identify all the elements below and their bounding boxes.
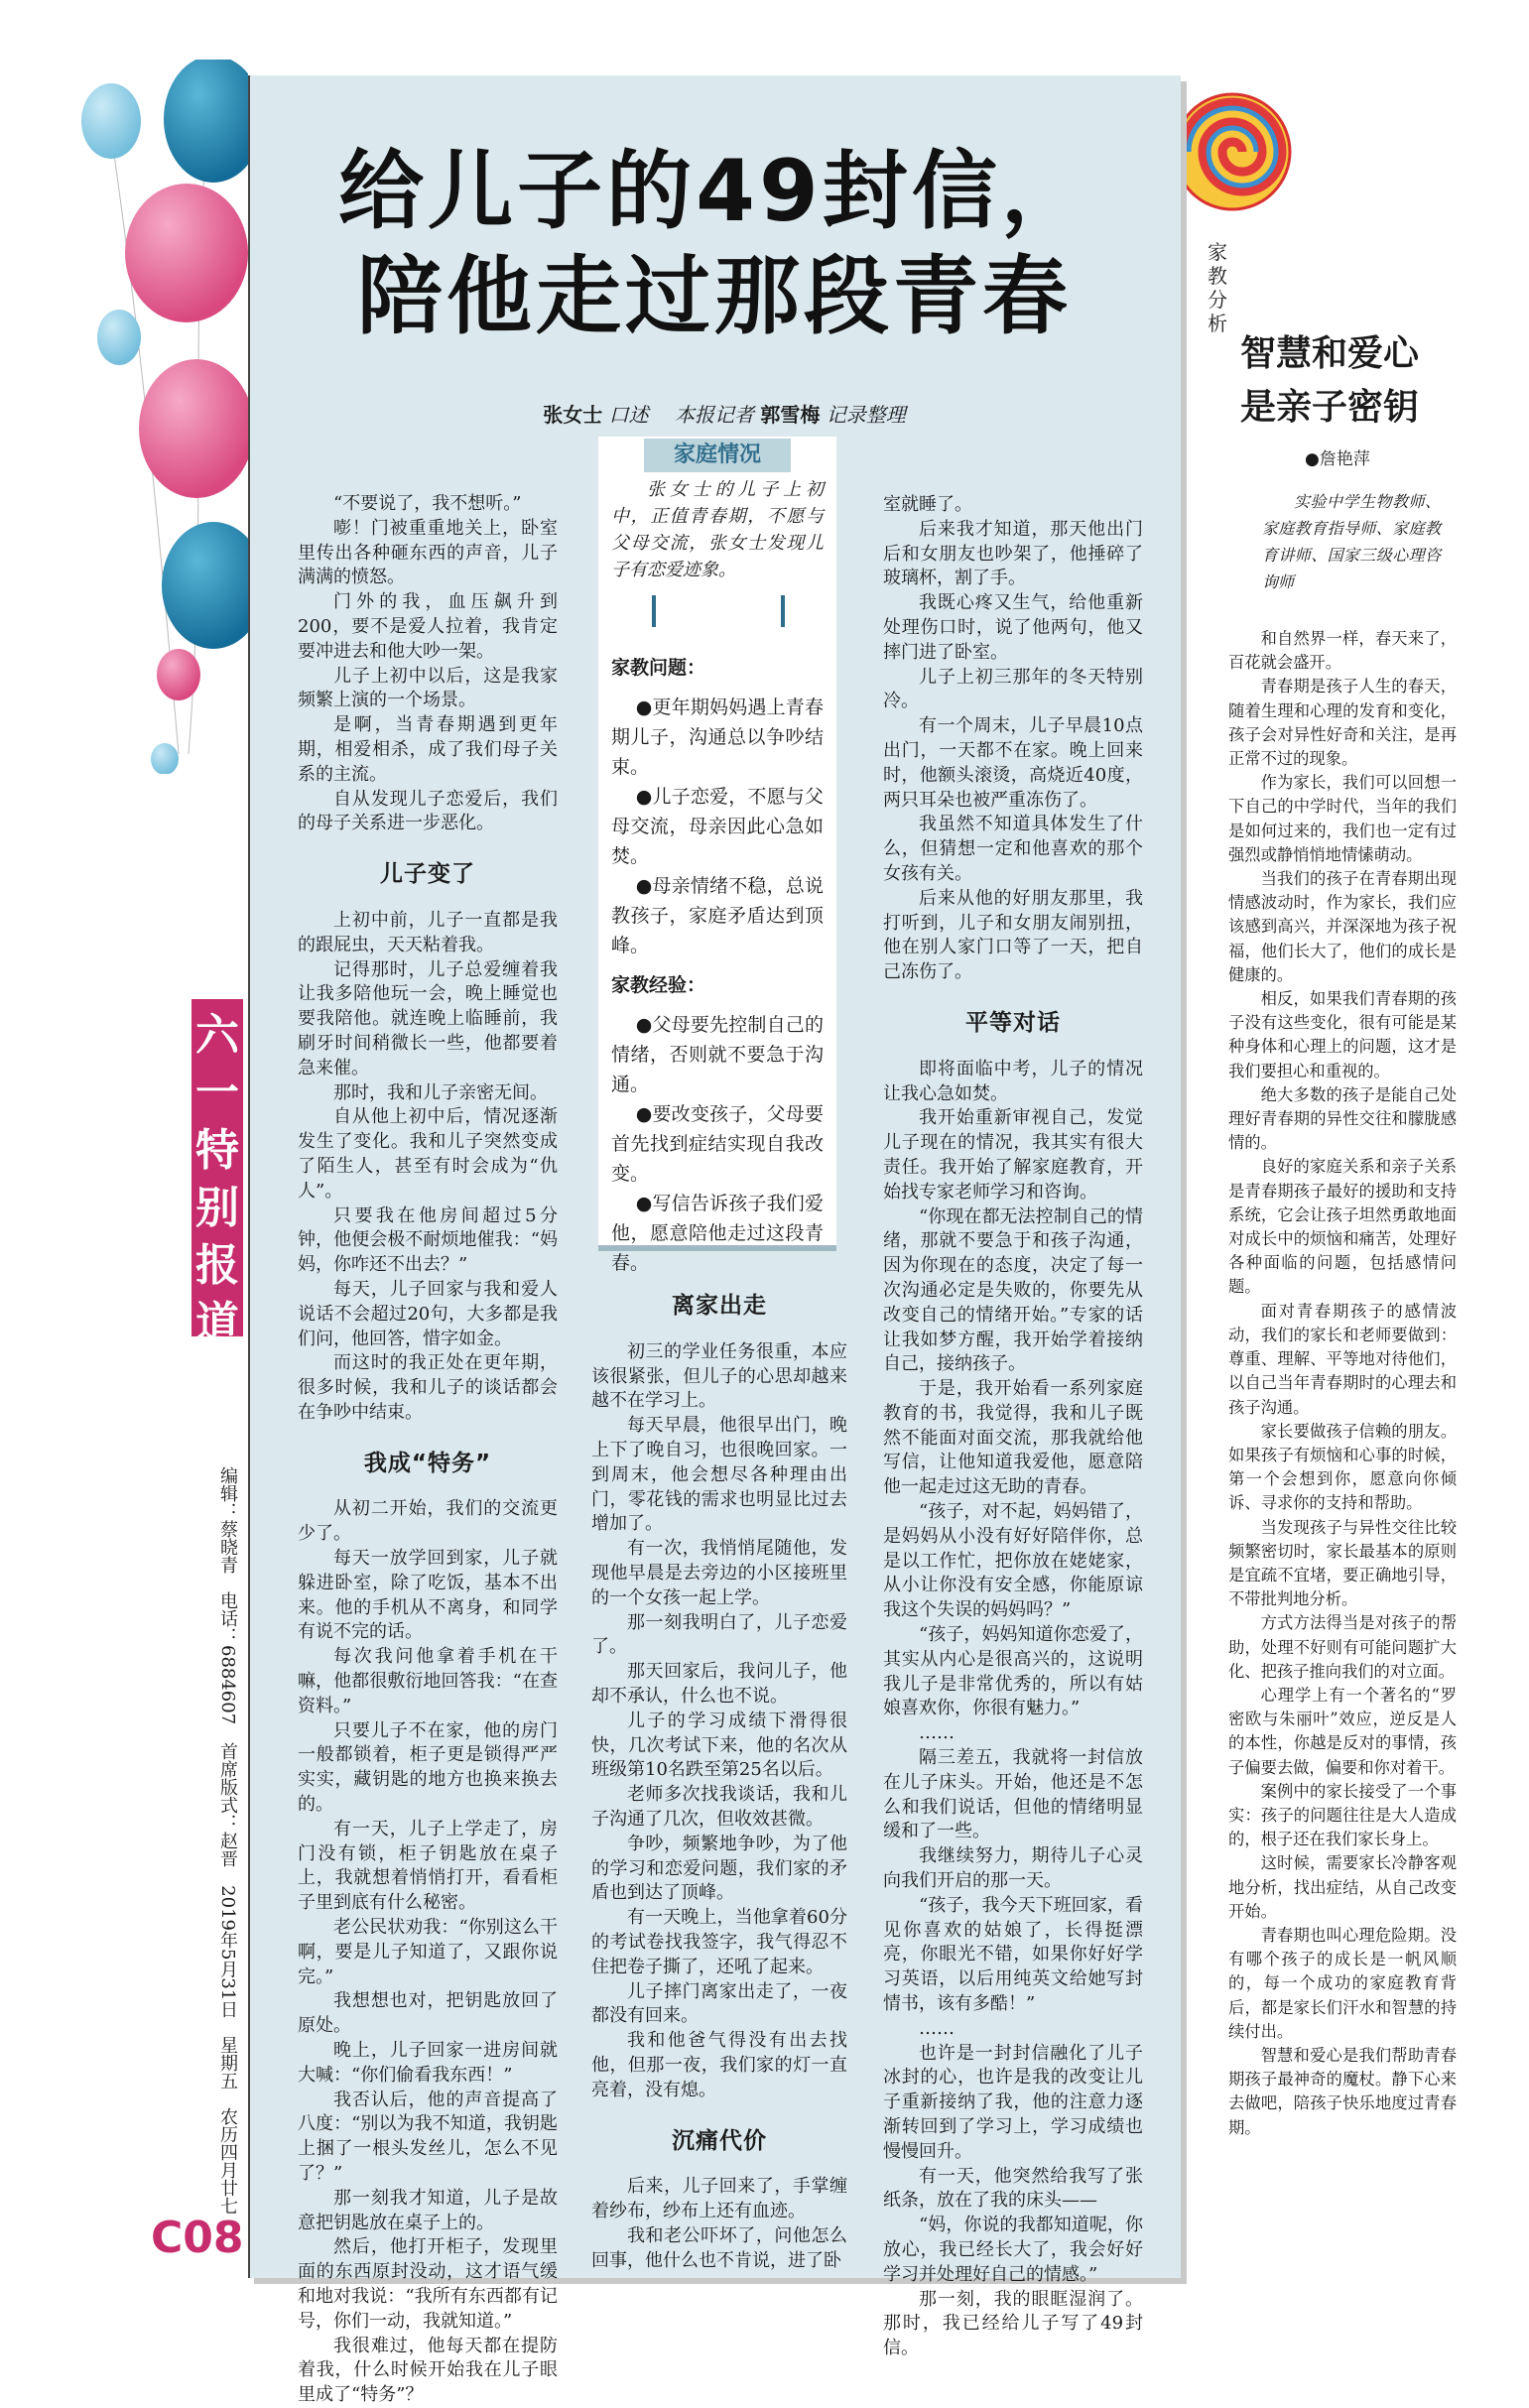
problem-heading: 家教问题： xyxy=(611,657,706,679)
paragraph: “你现在都无法控制自己的情绪，那就不要急于和孩子沟通，因为你现在的态度，决定了每一次沟通必定是失败的，你要先从改变自己的情绪开始。”专家的话让我如梦方醒，我开始学着接纳自己，接纳孩子。 xyxy=(883,1205,1143,1375)
sidebar-paragraph: 智慧和爱心是我们帮助青春期孩子最神奇的魔杖。静下心来去做吧，陪孩子快乐地度过青春期。 xyxy=(1228,2045,1457,2137)
paragraph: 儿子摔门离家出走了，一夜都没有回来。 xyxy=(591,1980,847,2027)
paragraph: 有一天，儿子上学走了，房门没有锁，柜子钥匙放在桌子上，我就想着悄悄打开，看看柜子里到底有什么秘密。 xyxy=(298,1818,558,1914)
paragraph: 那时，我和儿子亲密无间。 xyxy=(333,1081,548,1103)
paragraph: 我否认后，他的声音提高了八度：“别以为我不知道，我钥匙上捆了一根头发丝儿，怎么不见了？” xyxy=(298,2089,558,2184)
paragraph: 每天一放学回到家，儿子就躲进卧室，除了吃饭，基本不出来。他的手机从不离身，和同学有说不完的话。 xyxy=(298,1548,558,1643)
paragraph: 自从发现儿子恋爱后，我们的母子关系进一步恶化。 xyxy=(298,788,558,834)
family-info-intro: 张女士的儿子上初中，正值青春期，不愿与父母交流，张女士发现儿子有恋爱迹象。 xyxy=(611,479,824,580)
paragraph: “孩子，妈妈知道你恋爱了，其实从内心是很高兴的，这说明我儿子是非常优秀的，所以有姑娘喜欢你，你很有魅力。” xyxy=(883,1624,1143,1719)
paragraph: 我很难过，他每天都在提防着我，什么时候开始我在儿子眼里成了“特务”？ xyxy=(298,2335,558,2406)
article-column-3 xyxy=(883,493,1143,2361)
article-title xyxy=(268,139,1161,349)
paragraph: 自从他上初中后，情况逐渐发生了变化。我和儿子突然变成了陌生人，甚至有时会成为“仇人”。 xyxy=(298,1106,558,1202)
byline-reporter: 郭雪梅 xyxy=(760,403,821,427)
paragraph: 我既心疼又生气，给他重新处理伤口时，说了他两句，他又摔门进了卧室。 xyxy=(883,592,1143,663)
paragraph: 有一天，他突然给我写了张纸条，放在了我的床头—— xyxy=(883,2165,1143,2212)
sidebar-title-line-1: 智慧和爱心 xyxy=(1240,333,1420,374)
sidebar-paragraph: 良好的家庭关系和亲子关系是青春期孩子最好的援助和支持系统，它会让孩子坦然勇敢地面对成长中的烦恼和痛苦，处理好各种面临的问题，包括感情问题。 xyxy=(1228,1157,1457,1297)
paragraph: 只要我在他房间超过5分钟，他便会极不耐烦地催我：“妈妈，你咋还不出去？” xyxy=(298,1204,558,1276)
byline-narrator: 张女士 xyxy=(543,403,603,427)
paragraph: 老师多次找我谈话，我和儿子沟通了几次，但收效甚微。 xyxy=(591,1784,847,1830)
paragraph: “妈，你说的我都知道呢，你放心，我已经长大了，我会好好学习并处理好自己的情感。” xyxy=(883,2215,1143,2285)
sidebar-paragraph: 心理学上有一个著名的“罗密欧与朱丽叶”效应，逆反是人的本性，你越是反对的事情，孩子偏要去做，偏要和你对着干。 xyxy=(1228,1685,1457,1777)
paragraph: 争吵，频繁地争吵，为了他的学习和恋爱问题，我们家的矛盾也到达了顶峰。 xyxy=(591,1833,847,1904)
sidebar-paragraph: 家长要做孩子信赖的朋友。如果孩子有烦恼和心事的时候，第一个会想到你，愿意向你倾诉、寻求你的支持和帮助。 xyxy=(1228,1421,1457,1513)
editor-info: 编辑：蔡晓青 电话：6884607 首席版式：赵晋 2019年5月31日 星期五 农历四月廿七 xyxy=(217,1466,238,2216)
experience-heading: 家教经验： xyxy=(611,974,706,996)
paragraph: 于是，我开始看一系列家庭教育的书，我觉得，我和儿子既然不能面对面交流，那我就给他写信，让他知道我爱他，愿意陪他一起走过这无助的青春。 xyxy=(883,1378,1143,1498)
paragraph: 儿子上初中以后，这是我家频繁上演的一个场景。 xyxy=(298,665,558,711)
box-list-item: ●父母要先控制自己的情绪，否则就不要急于沟通。 xyxy=(611,1014,824,1095)
byline-role1: 口述 xyxy=(608,403,649,427)
box-list-item: ●写信告诉孩子我们爱他，愿意陪他走过这段青春。 xyxy=(611,1193,824,1274)
paragraph: 那天回家后，我问儿子，他却不承认，什么也不说。 xyxy=(591,1661,847,1707)
section-heading: 我成“特务” xyxy=(363,1450,492,1476)
paragraph: 后来，儿子回来了，手掌缠着纱布，纱布上还有血迹。 xyxy=(591,2176,847,2222)
paragraph: “孩子，对不起，妈妈错了，是妈妈从小没有好好陪伴你，总是以工作忙，把你放在姥姥家，从小让你没有安全感，你能原谅我这个失误的妈妈吗？” xyxy=(883,1501,1143,1621)
byline-role2: 记录整理 xyxy=(826,403,906,427)
paragraph: 嘭！门被重重地关上，卧室里传出各种砸东西的声音，儿子满满的愤怒。 xyxy=(298,517,558,588)
box-list-item: ●儿子恋爱，不愿与父母交流，母亲因此心急如焚。 xyxy=(611,786,824,867)
byline-reporter-label: 本报记者 xyxy=(675,403,754,427)
sidebar-title xyxy=(1240,327,1459,435)
paragraph: 记得那时，儿子总爱缠着我让我多陪他玩一会，晚上睡觉也要我陪他。就连晚上临睡前，我刷牙时间稍微长一些，他都要着急来催。 xyxy=(298,958,558,1078)
page-number: C08 xyxy=(151,2213,244,2263)
box-list-item: ●更年期妈妈遇上青春期儿子，沟通总以争吵结束。 xyxy=(611,697,824,778)
paragraph: 我想想也对，把钥匙放回了原处。 xyxy=(298,1990,558,2037)
paragraph: “不要说了，我不想听。” xyxy=(333,493,522,514)
paragraph: 老公民状劝我：“你别这么干啊，要是儿子知道了，又跟你说完。” xyxy=(298,1917,558,1987)
sidebar-author-bio: 实验中学生物教师、家庭教育指导师、家庭教育讲师、国家三级心理咨询师 xyxy=(1262,492,1441,591)
lollipop-illustration xyxy=(1171,87,1300,226)
paragraph: 后来从他的好朋友那里，我打听到，儿子和女朋友闹别扭，他在别人家门口等了一天，把自己冻伤了。 xyxy=(883,887,1143,983)
paragraph: …… xyxy=(919,2017,955,2039)
sidebar-paragraph: 和自然界一样，春天来了，百花就会盛开。 xyxy=(1228,629,1457,673)
family-info-title: 家庭情况 xyxy=(644,439,791,472)
paragraph: 即将面临中考，儿子的情况让我心急如焚。 xyxy=(883,1058,1143,1104)
paragraph: …… xyxy=(919,1722,955,1744)
paragraph: 儿子上初三那年的冬天特别冷。 xyxy=(883,666,1143,712)
sidebar-paragraph: 青春期也叫心理危险期。没有哪个孩子的成长是一帆风顺的，每一个成功的家庭教育背后，都是家长们汗水和智慧的持续付出。 xyxy=(1228,1925,1457,2041)
paragraph: 我和老公吓坏了，问他怎么回事，他什么也不肯说，进了卧 xyxy=(591,2224,847,2271)
paragraph: 隔三差五，我就将一封信放在儿子床头。开始，他还是不怎么和我们说话，但他的情绪明显缓和了一些。 xyxy=(883,1747,1143,1842)
sidebar-paragraph: 青春期是孩子人生的春天，随着生理和心理的发育和变化，孩子会对异性好奇和关注，是再正常不过的现象。 xyxy=(1228,677,1457,769)
paragraph: 每次我问他拿着手机在干嘛，他都很敷衍地回答我：“在查资料。” xyxy=(298,1646,558,1716)
paragraph: 也许是一封封信融化了儿子冰封的心，也许是我的改变让儿子重新接纳了我，他的注意力逐渐转回到了学习上，学习成绩也慢慢回升。 xyxy=(883,2042,1143,2162)
sidebar-paragraph: 方式方法得当是对孩子的帮助，处理不好则有可能问题扩大化、把孩子推向我们的对立面。 xyxy=(1228,1613,1457,1681)
balloons-illustration xyxy=(69,60,248,774)
paragraph: 我开始重新审视自己，发觉儿子现在的情况，我其实有很大责任。我开始了解家庭教育，开始找专家老师学习和咨询。 xyxy=(883,1107,1143,1203)
paragraph: 每天早晨，他很早出门，晚上下了晚自习，也很晚回家。一到周末，他会想尽各种理由出门，零花钱的需求也明显比过去增加了。 xyxy=(591,1415,847,1535)
sidebar-paragraph: 这时候，需要家长冷静客观地分析，找出症结，从自己改变开始。 xyxy=(1228,1853,1457,1921)
sidebar-author: ●詹艳萍 xyxy=(1305,449,1370,469)
box-list-item: ●要改变孩子，父母要首先找到症结实现自我改变。 xyxy=(611,1103,824,1185)
paragraph: 室就睡了。 xyxy=(883,494,972,515)
paragraph: 晚上，儿子回家一进房间就大喊：“你们偷看我东西！” xyxy=(298,2040,558,2086)
sidebar-paragraph: 当我们的孩子在青春期出现情感波动时，作为家长，我们应该感到高兴，并深深地为孩子祝福，他们长大了，他们的成长是健康的。 xyxy=(1228,869,1457,984)
section-heading: 儿子变了 xyxy=(380,861,475,888)
paragraph: 从初二开始，我们的交流更少了。 xyxy=(298,1498,558,1545)
experience-list xyxy=(611,1010,824,1278)
paragraph: 有一个周末，儿子早晨10点出门，一天都不在家。晚上回来时，他额头滚烫，高烧近40度，两只耳朵也被严重冻伤了。 xyxy=(883,715,1143,811)
section-heading: 离家出走 xyxy=(672,1293,767,1319)
paragraph: 只要儿子不在家，他的房门一般都锁着，柜子更是锁得严严实实，藏钥匙的地方也换来换去的。 xyxy=(298,1719,558,1816)
family-info-header xyxy=(598,437,836,476)
paragraph: 我和他爸气得没有出去找他，但那一夜，我们家的灯一直亮着，没有熄。 xyxy=(591,2030,847,2100)
sidebar-paragraph: 当发现孩子与异性交往比较频繁密切时，家长最基本的原则是宜疏不宜堵，要正确地引导，不带批判地分析。 xyxy=(1228,1517,1457,1609)
article-column-2 xyxy=(591,1268,847,2273)
sidebar-body xyxy=(1228,627,1457,2140)
paragraph: 那一刻，我的眼眶湿润了。那时，我已经给儿子写了49封信。 xyxy=(883,2288,1143,2359)
section-heading: 沉痛代价 xyxy=(672,2127,767,2154)
sidebar-paragraph: 绝大多数的孩子是能自己处理好青春期的异性交往和朦胧感情的。 xyxy=(1228,1084,1457,1153)
paragraph: 有一天晚上，当他拿着60分的考试卷找我签字，我气得忍不住把卷子撕了，还吼了起来。 xyxy=(591,1907,847,1977)
problem-list xyxy=(611,693,824,960)
paragraph: 有一次，我悄悄尾随他，发现他早晨是去旁边的小区接班里的一个女孩一起上学。 xyxy=(591,1538,847,1608)
special-report-label: 六一特别报道 xyxy=(191,999,243,1336)
section-heading: 平等对话 xyxy=(965,1009,1061,1036)
paragraph: 而这时的我正处在更年期，很多时候，我和儿子的谈话都会在争吵中结束。 xyxy=(298,1352,558,1423)
paragraph: 儿子的学习成绩下滑得很快，几次考试下来，他的名次从班级第10名跌至第25名以后。 xyxy=(591,1710,847,1781)
paragraph: 我继续努力，期待儿子心灵向我们开启的那一天。 xyxy=(883,1845,1143,1892)
paragraph: 那一刻我明白了，儿子恋爱了。 xyxy=(591,1611,847,1658)
paragraph: 上初中前，儿子一直都是我的跟屁虫，天天粘着我。 xyxy=(298,909,558,955)
family-info-body xyxy=(611,643,824,1278)
paragraph: “孩子，我今天下班回家，看见你喜欢的姑娘了，长得挺漂亮，你眼光不错，如果你好好学习英语，以后用纯英文给她写封情书，该有多酷！” xyxy=(883,1894,1143,2015)
paragraph: 每天，儿子回家与我和爱人说话不会超过20句，大多都是我们问，他回答，惜字如金。 xyxy=(298,1278,558,1349)
paragraph: 是啊，当青春期遇到更年期，相爱相杀，成了我们母子关系的主流。 xyxy=(298,714,558,785)
box-list-item: ●母亲情绪不稳，总说教孩子，家庭矛盾达到顶峰。 xyxy=(611,875,824,956)
byline xyxy=(516,399,933,428)
paragraph: 后来我才知道，那天他出门后和女朋友也吵架了，他捶碎了玻璃杯，割了手。 xyxy=(883,518,1143,589)
article-column-1 xyxy=(298,492,558,2408)
sidebar-paragraph: 案例中的家长接受了一个事实：孩子的问题往往是大人造成的，根子还在我们家长身上。 xyxy=(1228,1781,1457,1849)
sidebar-paragraph: 作为家长，我们可以回想一下自己的中学时代，当年的我们是如何过来的，我们也一定有过强烈或静悄悄地情愫萌动。 xyxy=(1228,773,1457,864)
sidebar-label: 家教分析 xyxy=(1208,240,1227,335)
sidebar-paragraph: 相反，如果我们青春期的孩子没有这些变化，很有可能是某种身体和心理上的问题，这才是我们要担心和重视的。 xyxy=(1228,989,1457,1080)
paragraph: 然后，他打开柜子，发现里面的东西原封没动，这才语气缓和地对我说：“我所有东西都有记号，你们一动，我就知道。” xyxy=(298,2236,558,2332)
paragraph: 门外的我，血压飙升到200，要不是爱人拉着，我肯定要冲进去和他大吵一架。 xyxy=(298,591,558,662)
paragraph: 初三的学业任务很重，本应该很紧张，但儿子的心思却越来越不在学习上。 xyxy=(591,1340,847,1412)
sidebar-title-line-2: 是亲子密钥 xyxy=(1240,387,1420,428)
paragraph: 我虽然不知道具体发生了什么，但猜想一定和他喜欢的那个女孩有关。 xyxy=(883,814,1143,884)
paragraph: 那一刻我才知道，儿子是故意把钥匙放在桌子上的。 xyxy=(298,2187,558,2233)
title-line-2: 陪他走过那段青春 xyxy=(357,247,1072,346)
title-line-1: 给儿子的49封信， xyxy=(338,142,1090,241)
sidebar-paragraph: 面对青春期孩子的感情波动，我们的家长和老师要做到：尊重、理解、平等地对待他们，以自己当年青春期时的心理去和孩子沟通。 xyxy=(1228,1301,1457,1417)
box-divider xyxy=(598,595,836,631)
